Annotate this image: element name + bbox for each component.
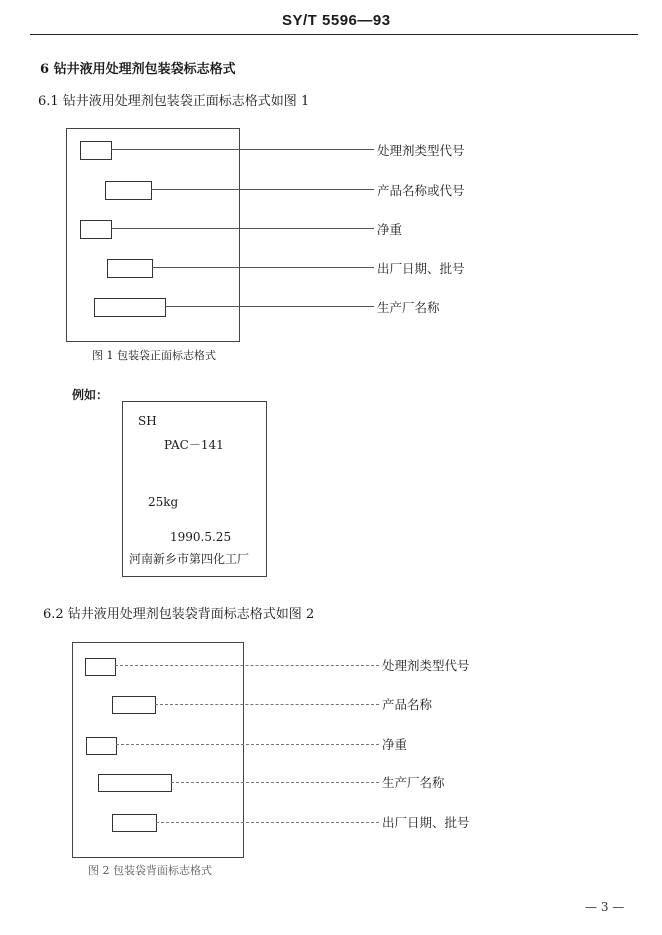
figure-2-leader-2 [155, 704, 379, 705]
header-rule [30, 34, 638, 35]
figure-2-field-date-batch [112, 814, 157, 832]
figure-1-leader-5 [165, 306, 374, 307]
figure-2-label-date-batch: 出厂日期、批号 [382, 815, 470, 830]
figure-1-label-manufacturer: 生产厂名称 [377, 300, 440, 315]
example-product-name: PAC－141 [164, 438, 224, 452]
figure-1-caption: 图 1 包装袋正面标志格式 [92, 349, 216, 362]
figure-1-field-date-batch [107, 259, 153, 278]
figure-2-caption: 图 2 包装袋背面标志格式 [88, 864, 212, 877]
figure-1-leader-4 [152, 267, 374, 268]
figure-2-field-product-name [112, 696, 156, 714]
example-type-code: SH [138, 414, 157, 428]
figure-2-field-type-code [85, 658, 116, 676]
figure-2-label-manufacturer: 生产厂名称 [382, 775, 445, 790]
figure-2-label-net-weight: 净重 [382, 737, 408, 752]
figure-2-leader-1 [115, 665, 379, 666]
page-number: — 3 — [585, 900, 625, 914]
example-manufacturer: 河南新乡市第四化工厂 [129, 552, 250, 566]
figure-2-leader-4 [171, 782, 379, 783]
figure-1-leader-1 [111, 149, 374, 150]
section-6-1-heading: 6.1 钻井液用处理剂包装袋正面标志格式如图 1 [38, 94, 310, 109]
figure-1-field-product-name [105, 181, 152, 200]
figure-2-leader-5 [156, 822, 379, 823]
figure-1-label-product-name: 产品名称或代号 [377, 183, 465, 198]
figure-1-leader-2 [151, 189, 374, 190]
figure-1-label-net-weight: 净重 [377, 222, 403, 237]
figure-1-field-net-weight [80, 220, 112, 239]
example-label: 例如： [72, 388, 109, 402]
section-6-heading: 6 钻井液用处理剂包装袋标志格式 [40, 62, 236, 77]
figure-2-label-product-name: 产品名称 [382, 697, 433, 712]
standard-code: SY/T 5596—93 [282, 12, 391, 29]
figure-2-field-net-weight [86, 737, 117, 755]
example-net-weight: 25kg [148, 495, 179, 509]
section-6-2-heading: 6.2 钻井液用处理剂包装袋背面标志格式如图 2 [43, 607, 315, 622]
figure-1-leader-3 [111, 228, 374, 229]
figure-1-field-manufacturer [94, 298, 166, 317]
example-label-box [122, 401, 267, 577]
figure-2-leader-3 [116, 744, 379, 745]
example-date: 1990.5.25 [170, 530, 232, 544]
figure-1-label-type-code: 处理剂类型代号 [377, 143, 465, 158]
figure-1-label-date-batch: 出厂日期、批号 [377, 261, 465, 276]
figure-1-field-type-code [80, 141, 112, 160]
figure-2-field-manufacturer [98, 774, 172, 792]
figure-2-label-type-code: 处理剂类型代号 [382, 658, 470, 673]
